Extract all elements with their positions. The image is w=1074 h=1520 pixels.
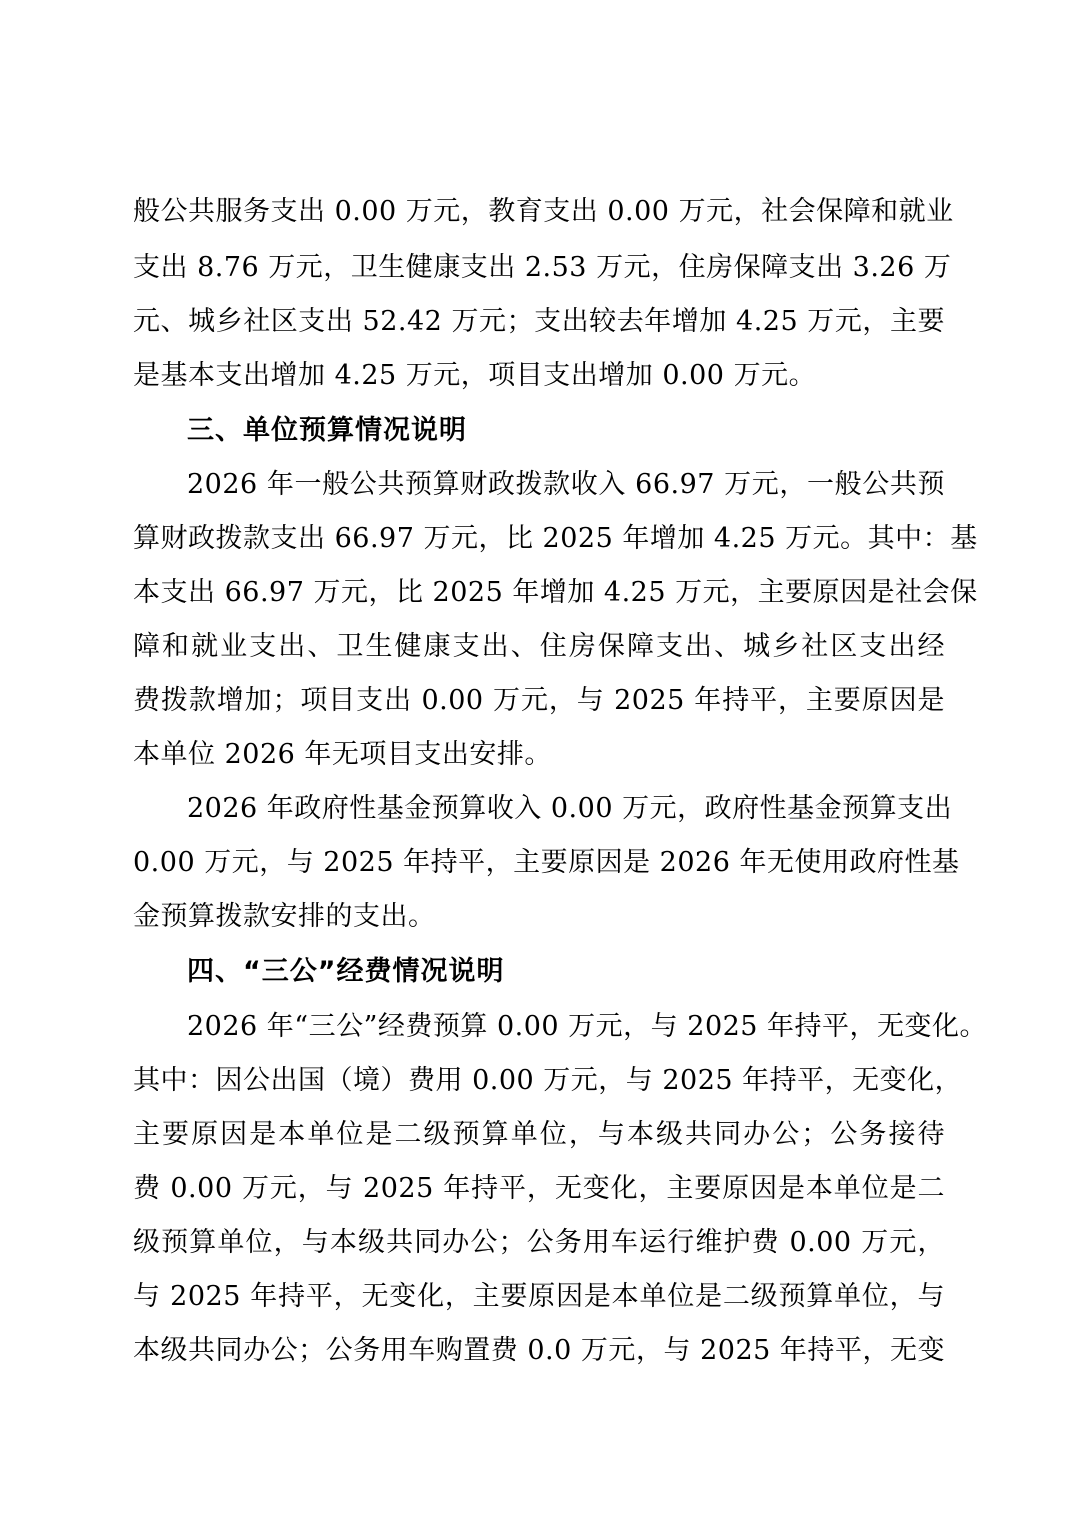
section-heading-unit-budget: 三、单位预算情况说明 — [187, 415, 467, 446]
paragraph-general-budget-line-3: 本支出 66.97 万元，比 2025 年增加 4.25 万元，主要原因是社会保 — [133, 577, 978, 608]
paragraph-three-public-line-1: 2026 年“三公”经费预算 0.00 万元，与 2025 年持平，无变化。 — [187, 1011, 988, 1042]
paragraph-general-budget-line-6: 本单位 2026 年无项目支出安排。 — [133, 739, 552, 770]
section-heading-three-public-expenses: 四、“三公”经费情况说明 — [187, 956, 505, 987]
paragraph-expenditure-line-2: 支出 8.76 万元，卫生健康支出 2.53 万元，住房保障支出 3.26 万 — [133, 252, 952, 283]
paragraph-expenditure-line-4: 是基本支出增加 4.25 万元，项目支出增加 0.00 万元。 — [133, 360, 817, 391]
paragraph-three-public-line-5: 级预算单位，与本级共同办公；公务用车运行维护费 0.00 万元， — [133, 1227, 945, 1258]
paragraph-three-public-line-2: 其中：因公出国（境）费用 0.00 万元，与 2025 年持平，无变化， — [133, 1065, 963, 1096]
paragraph-expenditure-line-3: 元、城乡社区支出 52.42 万元；支出较去年增加 4.25 万元，主要 — [133, 306, 945, 337]
paragraph-three-public-line-7: 本级共同办公；公务用车购置费 0.0 万元，与 2025 年持平，无变 — [133, 1335, 945, 1366]
paragraph-general-budget-line-4: 障和就业支出、卫生健康支出、住房保障支出、城乡社区支出经 — [133, 631, 945, 662]
paragraph-three-public-line-4: 费 0.00 万元，与 2025 年持平，无变化，主要原因是本单位是二 — [133, 1173, 945, 1204]
paragraph-fund-budget-line-2: 0.00 万元，与 2025 年持平，主要原因是 2026 年无使用政府性基 — [133, 847, 960, 878]
paragraph-general-budget-line-1: 2026 年一般公共预算财政拨款收入 66.97 万元，一般公共预 — [187, 469, 945, 500]
paragraph-fund-budget-line-1: 2026 年政府性基金预算收入 0.00 万元，政府性基金预算支出 — [187, 793, 953, 824]
paragraph-three-public-line-3: 主要原因是本单位是二级预算单位，与本级共同办公；公务接待 — [133, 1119, 945, 1150]
paragraph-three-public-line-6: 与 2025 年持平，无变化，主要原因是本单位是二级预算单位，与 — [133, 1281, 945, 1312]
paragraph-general-budget-line-5: 费拨款增加；项目支出 0.00 万元，与 2025 年持平，主要原因是 — [133, 685, 945, 716]
paragraph-general-budget-line-2: 算财政拨款支出 66.97 万元，比 2025 年增加 4.25 万元。其中：基 — [133, 523, 978, 554]
paragraph-expenditure-line-1: 般公共服务支出 0.00 万元，教育支出 0.00 万元，社会保障和就业 — [133, 196, 954, 227]
paragraph-fund-budget-line-3: 金预算拨款安排的支出。 — [133, 901, 436, 932]
